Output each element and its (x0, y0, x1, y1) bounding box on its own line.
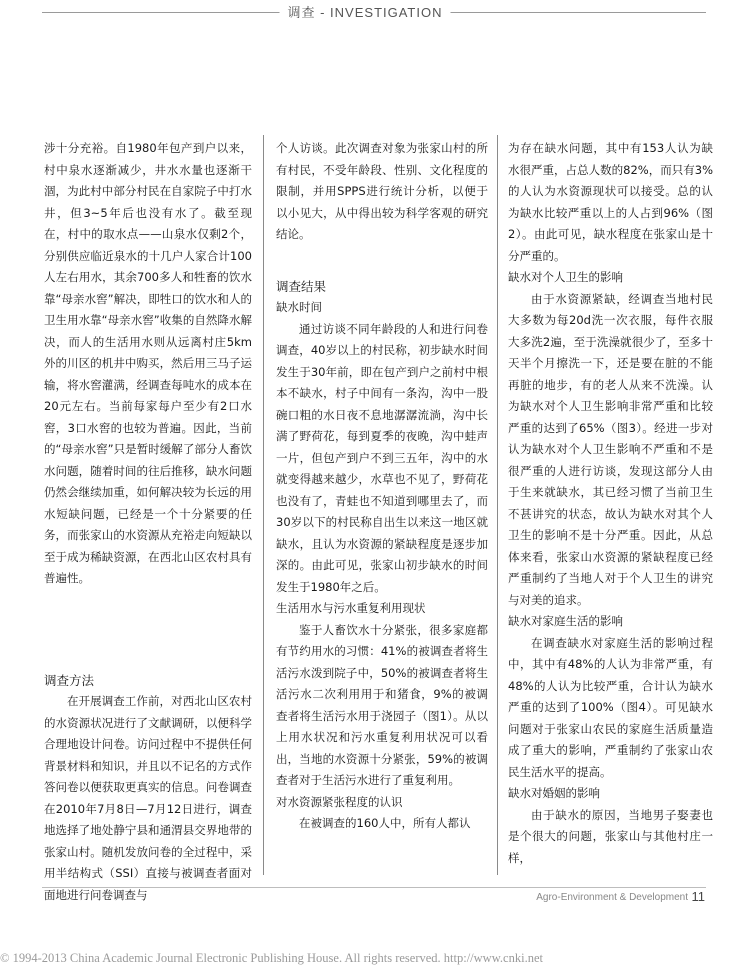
section-title: 调查 - INVESTIGATION (280, 2, 451, 21)
body-paragraph: 鉴于人畜饮水十分紧张，很多家庭都有节约用水的习惯：41%的被调查者将生活污水泼到院子中，50%的被调查者将生活污水二次利用用于和猪食，9%的被调查者将生活污水用于浇园子（图1）。从以上用水状况和污水重复利用状况可以看出，当地的水资源十分紧张，59%的被调查者对于生活污水进行了重复利用。 (276, 622, 488, 787)
page-header (0, 0, 730, 24)
column-1 (44, 138, 252, 902)
subheading-water-reuse: 生活用水与污水重复利用现状 (276, 601, 426, 615)
body-paragraph: 涉十分充裕。自1980年包产到户以来，村中泉水逐渐减少，井水水量也逐渐干涸，为此村中部分村民在自家院子中打水井，但3~5年后也没有水了。截至现在，村中的取水点——山泉水仅剩2个，分别供应临近泉水的十几户人家合计100人左右用水，其余700多人和牲畜的饮水靠“母亲水窖”解决，即牲口的饮水和人的卫生用水靠“母亲水窖”收集的自然降水解决，而人的生活用水则从远离村庄5km外的川区的机井中购买，然后用三马子运输，将水窖灌满，经调查每吨水的成本在20元左右。当前每家每户至少有2口水窖，3口水窖的也较为普遍。因此，当前的“母亲水窖”只是暂时缓解了部分人畜饮水问题，随着时间的往后推移，缺水问题仍然会继续加重，如何解决较为长远的用水短缺问题，已经是一个十分紧要的任务，而张家山的水资源从充裕走向短缺以至于成为稀缺资源，在西北山区农村具有普遍性。 (44, 141, 252, 585)
subheading-water-shortage-time: 缺水时间 (276, 300, 322, 314)
column-3 (508, 138, 713, 878)
body-paragraph: 通过访谈不同年龄段的人和进行问卷调查，40岁以上的村民称，初步缺水时间发生于30年前，即在包产到户之前村中根本不缺水，村子中间有一条沟，沟中一股碗口粗的水日夜不息地潺潺流淌，沟中长满了野荷花，每到夏季的夜晚，沟中蛙声一片，但包产到户不到三五年，沟中的水就变得越来越少，水草也不见了，野荷花也没有了，青蛙也不知道到哪里去了，而30岁以下的村民称自出生以来这一地区就缺水，且认为水资源的紧缺程度是逐步加深的。由此可见，张家山初步缺水的时间发生于1980年之后。 (276, 321, 488, 594)
body-paragraph: 由于水资源紧缺，经调查当地村民大多数为每20d洗一次衣服，每件衣服大多洗2遍，至于洗澡就很少了，至多十天半个月擦洗一下，还是要在脏的不能再脏的地步，有的老人从来不洗澡。认为缺水对个人卫生影响非常严重和比较严重的达到了65%（图3）。经进一步对认为缺水对个人卫生影响不严重和不是很严重的人进行访谈，发现这部分人由于生来就缺水，其已经习惯了当前卫生不甚讲究的状态，故认为缺水对其个人卫生的影响不是十分严重。因此，从总体来看，张家山水资源的紧缺程度已经严重制约了当地人对于个人卫生的讲究与对美的追求。 (508, 291, 713, 607)
body-paragraph: 由于缺水的原因，当地男子娶妻也是个很大的问题，张家山与其他村庄一样， (508, 807, 713, 865)
body-paragraph: 在被调查的160人中，所有人都认 (299, 816, 471, 830)
subheading-marriage: 缺水对婚姻的影响 (508, 786, 600, 800)
section-heading-methods: 调查方法 (44, 672, 95, 688)
column-2 (276, 138, 488, 878)
subheading-personal-hygiene: 缺水对个人卫生的影响 (508, 270, 623, 284)
body-paragraph: 个人访谈。此次调查对象为张家山村的所有村民，不受年龄段、性别、文化程度的限制，并用SPPS进行统计分析，以便于以小见大，从中得出较为科学客观的研究结论。 (276, 141, 488, 241)
journal-name: Agro-Environment & Development (536, 892, 688, 903)
body-paragraph: 为存在缺水问题，其中有153人认为缺水很严重，占总人数的82%，而只有3%的人认为水资源现状可以接受。总的认为缺水比较严重以上的人占到96%（图2）。由此可见，缺水程度在张家山是十分严重的。 (508, 141, 713, 263)
column-divider-left (263, 135, 264, 875)
column-divider-right (497, 135, 498, 875)
copyright-notice: © 1994-2013 China Academic Journal Electronic Publishing House. All rights reserved. http://www.cnki.net (0, 951, 543, 965)
subheading-scarcity-awareness: 对水资源紧张程度的认识 (276, 794, 403, 809)
subheading-family-life: 缺水对家庭生活的影响 (508, 614, 623, 628)
body-paragraph: 在开展调查工作前，对西北山区农村的水资源状况进行了文献调研，以便科学合理地设计问卷。访问过程中不提供任何背景材料和知识，并且以不记名的方式作答问卷以便获取更真实的信息。问卷调查在2010年7月8日—7月12日进行，调查地选择了地处静宁县和通渭县交界地带的张家山村。随机发放问卷的全过程中，采用半结构式（SSI）直接与被调查者面对面地进行问卷调查与 (44, 694, 252, 902)
body-paragraph: 在调查缺水对家庭生活的影响过程中，其中有48%的人认为非常严重，有48%的人认为比较严重，合计认为缺水严重的达到了100%（图4）。可见缺水问题对于张家山农民的家庭生活质量造成了重大的影响，严重制约了张家山农民生活水平的提高。 (508, 635, 713, 779)
footer-rule (42, 887, 706, 888)
section-heading-results: 调查结果 (276, 278, 327, 294)
page-number: 11 (691, 889, 705, 904)
